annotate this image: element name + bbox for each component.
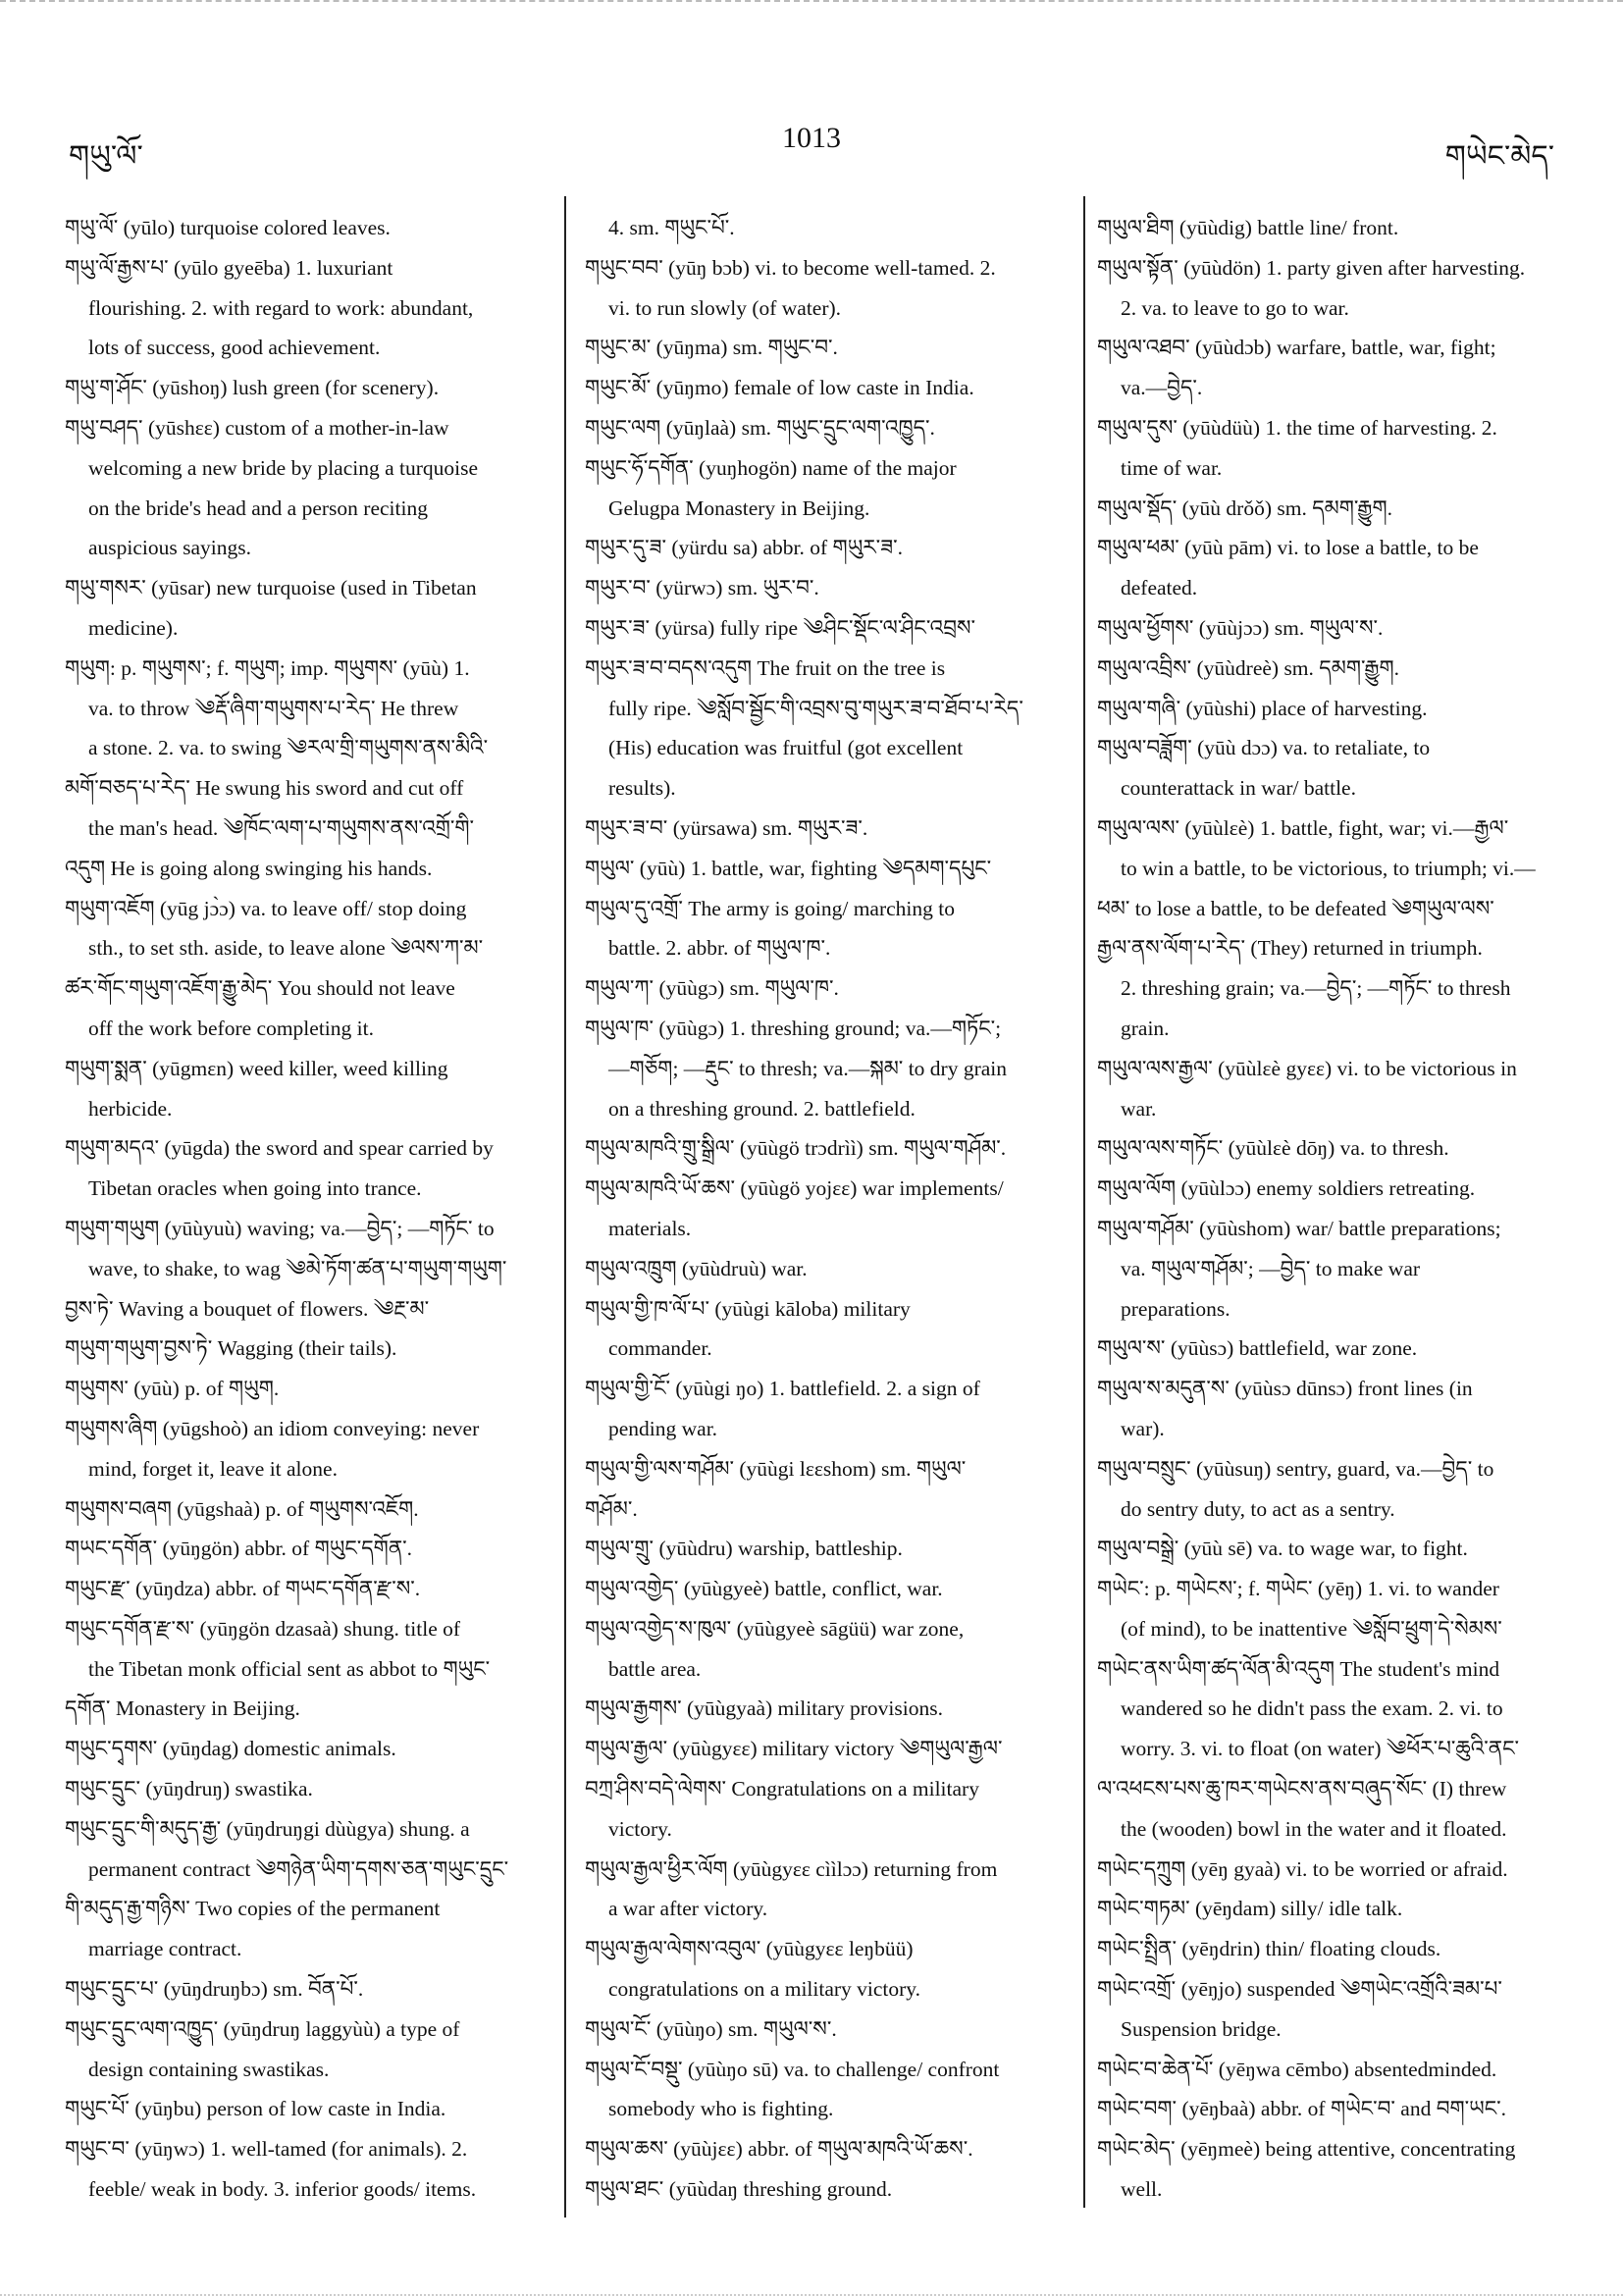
dictionary-column-2 <box>585 208 1070 2210</box>
column-divider-right <box>1083 196 1085 2208</box>
entry-line: the man's head. ༄ཁོང་ལག་པ་གཡུགས་ནས་འགྲོ་གི་ <box>88 815 475 840</box>
page-number: 1013 <box>782 122 841 154</box>
entry-line: on a threshing ground. 2. battlefield. <box>608 1096 916 1121</box>
entry-line: གཡུལ་ལས་ (yūùlεè) 1. battle, fight, war; vi.—རྒྱལ་ <box>1097 815 1509 840</box>
entry-line: གཡུལ་རྒྱགས་ (yūùgyaà) military provisions. <box>585 1696 943 1721</box>
entry-line: sth., to set sth. aside, to leave alone ༄ལས་ཀ་མ་ <box>88 936 484 961</box>
entry-line: Suspension bridge. <box>1121 2016 1282 2041</box>
entry-line: well. <box>1121 2177 1163 2202</box>
entry-line: marriage contract. <box>88 1937 242 1961</box>
entry-line: གཤོམ་. <box>585 1496 638 1521</box>
entry-line: གཡུང་བབ་ (yūŋ bɔb) vi. to become well-tamed. 2. <box>585 255 996 280</box>
entry-line: རྒྱལ་ནས་ལོག་པ་རེད་ (They) returned in triumph. <box>1097 936 1483 961</box>
entry-line: གཡུལ་མཁའི་གྲུ་སྒྲིལ་ (yūùgö trɔdrìì) sm. གཡུལ་གཤོམ་. <box>585 1136 1007 1161</box>
entry-line: གཡུལ་གཞི་ (yūùshi) place of harvesting. <box>1097 696 1428 720</box>
entry-line: preparations. <box>1121 1296 1230 1321</box>
entry-line: the Tibetan monk official sent as abbot to གཡུང་ <box>88 1656 491 1681</box>
entry-line: a war after victory. <box>608 1897 768 1921</box>
entry-line: ཕམ་ to lose a battle, to be defeated ༄གཡུལ་ལས་ <box>1097 896 1494 920</box>
entry-line: results). <box>608 776 676 801</box>
entry-line: —གཅོག; —རྡུང་ to thresh; va.—སྐམ་ to dry grain <box>608 1056 1008 1080</box>
entry-line: 2. threshing grain; va.—བྱེད་; —གཏོང་ to thresh <box>1121 976 1511 1001</box>
entry-line: གཡེང་གཏམ་ (yēŋdam) silly/ idle talk. <box>1097 1897 1403 1921</box>
entry-line: to win a battle, to be victorious, to triumph; vi.— <box>1121 856 1536 880</box>
entry-line: གཡུང་དྲུང་ལག་འཁྱུད་ (yūŋdruŋ laggyùù) a type of <box>65 2016 460 2041</box>
entry-line: auspicious sayings. <box>88 536 252 560</box>
entry-line: གཡེང་མེད་ (yēŋmeè) being attentive, concentrating <box>1097 2137 1516 2162</box>
entry-line: གཡུལ་སྟོན་ (yūùdön) 1. party given after harvesting. <box>1097 255 1526 280</box>
entry-line: feeble/ weak in body. 3. inferior goods/ items. <box>88 2177 477 2202</box>
entry-line: གཡུང་རྫ་ (yūŋdza) abbr. of གཡང་དགོན་རྫ་ས་. <box>65 1577 421 1601</box>
entry-line: war. <box>1121 1096 1157 1121</box>
entry-line: va. to throw ༄རྡོ་ཞིག་གཡུགས་པ་རེད་ He threw <box>88 696 459 720</box>
entry-line: གཡུ་ག་ཤོང་ (yūshoŋ) lush green (for scenery). <box>65 376 440 400</box>
entry-line: གཡུག་གཡུག་བྱས་ཏེ་ Wagging (their tails). <box>65 1336 397 1361</box>
dictionary-column-3 <box>1097 208 1578 2210</box>
entry-line: congratulations on a military victory. <box>608 1977 921 2002</box>
entry-line: wave, to shake, to wag ༄མེ་ཏོག་ཚན་པ་གཡུག་གཡུག་ <box>88 1256 507 1280</box>
entry-line: གཡུལ་ས་མདུན་ས་ (yūùsɔ dūnsɔ) front lines (in <box>1097 1377 1473 1401</box>
entry-line: Gelugpa Monastery in Beijing. <box>608 496 870 520</box>
entry-line: གཡེང་དཀྲུག (yēŋ gyaà) vi. to be worried or afraid. <box>1097 1856 1508 1881</box>
entry-line: གཡུག་མདའ་ (yūgda) the sword and spear carried by <box>65 1136 494 1161</box>
entry-line: གཡུལ་གྱི་ངོ་ (yūùgi ŋo) 1. battlefield. 2. a sign of <box>585 1377 980 1401</box>
entry-line: victory. <box>608 1816 672 1841</box>
entry-line: 2. va. to leave to go to war. <box>1121 295 1349 320</box>
entry-line: གཡུགས་བཞག (yūgshaà) p. of གཡུགས་འཇོག. <box>65 1496 419 1521</box>
entry-line: གཡུང་བ་ (yūŋwɔ) 1. well-tamed (for animals). 2. <box>65 2137 468 2162</box>
entry-line: གཡུལ་བསྲུང་ (yūùsuŋ) sentry, guard, va.—བྱེད་ to <box>1097 1456 1494 1481</box>
entry-line: (of mind), to be inattentive ༄སློབ་ཕྲུག་དེ་སེམས་ <box>1121 1616 1502 1641</box>
entry-line: གཡུང་དྲུང་ (yūŋdruŋ) swastika. <box>65 1777 313 1801</box>
entry-line: གཡུང་མ་ (yūŋma) sm. གཡུང་བ་. <box>585 336 838 360</box>
entry-line: battle. 2. abbr. of གཡུལ་ཁ་. <box>608 936 831 961</box>
entry-line: གཡུལ་སྡོད་ (yūù drǒǒ) sm. དམག་རྒྱུག. <box>1097 496 1392 520</box>
entry-line: གཡུལ་ (yūù) 1. battle, war, fighting ༄དམག་དཔུང་ <box>585 856 992 880</box>
entry-line: vi. to run slowly (of water). <box>608 295 842 320</box>
entry-line: གཡུལ་རྒྱལ་ (yūùgyεε) military victory ༄གཡུལ་རྒྱལ་ <box>585 1737 1003 1761</box>
entry-line: va.—བྱེད་. <box>1121 376 1203 400</box>
entry-line: གཡུལ་ཁ་ (yūùgɔ) 1. threshing ground; va.—གཏོང་; <box>585 1016 1002 1040</box>
entry-line: གཡུལ་ངོ་བསྡུ་ (yūùŋo sū) va. to challenge/ confront <box>585 2057 1000 2081</box>
entry-line: བྱས་ཏེ་ Waving a bouquet of flowers. ༄རྔ་མ་ <box>65 1296 430 1321</box>
entry-line: the (wooden) bowl in the water and it floated. <box>1121 1816 1507 1841</box>
entry-line: གཡུལ་དུས་ (yūùdüù) 1. the time of harvesting. 2. <box>1097 415 1497 440</box>
entry-line: གཡུར་ཟ་བ་བདས་འདུག The fruit on the tree is <box>585 655 946 680</box>
entry-line: གཡེང་ནས་ཡིག་ཚད་ལོན་མི་འདུག The student's mind <box>1097 1656 1500 1681</box>
entry-line: གཡུགས་ (yūù) p. of གཡུག. <box>65 1377 280 1401</box>
entry-line: གཡུལ་དུ་འགྲོ་ The army is going/ marching to <box>585 896 955 920</box>
entry-line: མགོ་བཅད་པ་རེད་ He swung his sword and cut off <box>65 776 464 801</box>
entry-line: do sentry duty, to act as a sentry. <box>1121 1496 1395 1521</box>
entry-line: གཡུལ་ལས་གཏོང་ (yūùlεè dōŋ) va. to thresh. <box>1097 1136 1449 1161</box>
column-divider-left <box>564 196 566 2218</box>
entry-line: གཡུལ་རྒྱལ་ལེགས་འབུལ་ (yūùgyεε leŋbüü) <box>585 1937 914 1961</box>
entry-line: ལ་འཕངས་པས་ཆུ་ཁར་གཡེངས་ནས་བཞུད་སོང་ (I) threw <box>1097 1777 1507 1801</box>
entry-line: commander. <box>608 1336 712 1361</box>
entry-line: va. གཡུལ་གཤོམ་; —བྱེད་ to make war <box>1121 1256 1421 1280</box>
entry-line: welcoming a new bride by placing a turquoise <box>88 455 479 480</box>
entry-line: གཡུ་གསར་ (yūsar) new turquoise (used in Tibetan <box>65 576 477 600</box>
entry-line: on the bride's head and a person reciting <box>88 496 428 520</box>
entry-line: གཡུལ་ཕྱོགས་ (yūùjɔɔ) sm. གཡུལ་ས་. <box>1097 615 1384 640</box>
entry-line: གཡེང་བག་ (yēŋbaà) abbr. of གཡེང་བ་ and བག་ཡང་. <box>1097 2097 1507 2121</box>
entry-line: གཡུལ་ཀ་ (yūùgɔ) sm. གཡུལ་ཁ་. <box>585 976 839 1001</box>
entry-line: གཡུ་ལོ་རྒྱས་པ་ (yūlo gyeēba) 1. luxuriant <box>65 255 393 280</box>
entry-line: གཡུང་དྭགས་ (yūŋdag) domestic animals. <box>65 1737 396 1761</box>
entry-line: གཡུལ་གྱི་ལས་གཤོམ་ (yūùgi lεεshom) sm. གཡུལ་ <box>585 1456 967 1481</box>
entry-line: གཡུར་ཟ་ (yürsa) fully ripe ༄ཤིང་སྡོང་ལ་ཤིང་འབྲས་ <box>585 615 976 640</box>
entry-line: lots of success, good achievement. <box>88 336 381 360</box>
entry-line: གཡུལ་བསྒྲེ་ (yūù sē) va. to wage war, to fight. <box>1097 1537 1468 1561</box>
entry-line: གཡུལ་ངོ་ (yūùŋo) sm. གཡུལ་ས་. <box>585 2016 837 2041</box>
entry-line: (His) education was fruitful (got excellent <box>608 736 964 760</box>
entry-line: 4. sm. གཡུང་པོ་. <box>608 216 735 239</box>
entry-line: གཡུལ་ཐང་ (yūùdaŋ threshing ground. <box>585 2177 893 2202</box>
entry-line: གཡུལ་ས་ (yūùsɔ) battlefield, war zone. <box>1097 1336 1418 1361</box>
entry-line: flourishing. 2. with regard to work: abundant, <box>88 295 474 320</box>
entry-line: གཡུར་བ་ (yürwɔ) sm. ཡུར་བ་. <box>585 576 819 600</box>
entry-line: གཡུལ་ཕམ་ (yūù pām) vi. to lose a battle, to be <box>1097 536 1479 560</box>
entry-line: གཡུགས་ཞིག (yūgshoò) an idiom conveying: never <box>65 1416 480 1440</box>
entry-line: worry. 3. vi. to float (on water) ༄ཕོར་པ་ཆུའི་ནང་ <box>1121 1737 1520 1761</box>
entry-line: གཡུལ་མཁའི་ཡོ་ཆས་ (yūùgö yojεε) war implements/ <box>585 1176 1004 1201</box>
entry-line: wandered so he didn't pass the exam. 2. vi. to <box>1121 1696 1503 1721</box>
entry-line: ཚར་གོང་གཡུག་འཇོག་རྒྱུ་མེད་ You should not leave <box>65 976 455 1001</box>
entry-line: གི་མདུད་རྒྱ་གཉིས་ Two copies of the permanent <box>65 1897 441 1921</box>
entry-line: གཡུ་ལོ་ (yūlo) turquoise colored leaves. <box>65 216 391 239</box>
entry-line: གཡུལ་ཐིག (yūùdig) battle line/ front. <box>1097 216 1399 239</box>
entry-line: གཡུང་པོ་ (yūŋbu) person of low caste in India. <box>65 2097 446 2121</box>
entry-line: གཡེང་འགྲོ་ (yēŋjo) suspended ༄གཡེང་འགྲོའི་ཟམ་པ་ <box>1097 1977 1502 2002</box>
entry-line: གཡུང་མོ་ (yūŋmo) female of low caste in India. <box>585 376 974 400</box>
entry-line: གཡུང་དྲུང་གི་མདུད་རྒྱ་ (yūŋdruŋgi dùùgya) shung. a <box>65 1816 470 1841</box>
entry-line: medicine). <box>88 615 179 640</box>
entry-line: གཡུག་སྨན་ (yūgmεn) weed killer, weed killing <box>65 1056 448 1080</box>
entry-line: གཡུང་དགོན་རྫ་ས་ (yūŋgön dzasaà) shung. title of <box>65 1616 461 1641</box>
entry-line: གཡུ་བཤད་ (yūshεε) custom of a mother-in-law <box>65 415 449 440</box>
entry-line: གཡུར་དུ་ཟ་ (yürdu sa) abbr. of གཡུར་ཟ་. <box>585 536 903 560</box>
entry-line: གཡུག་གཡུག (yūùyuù) waving; va.—བྱེད་; —གཏོང་ to <box>65 1216 495 1240</box>
entry-line: དགོན་ Monastery in Beijing. <box>65 1696 300 1721</box>
entry-line: གཡུར་ཟ་བ་ (yürsawa) sm. གཡུར་ཟ་. <box>585 815 868 840</box>
entry-line: གཡུལ་འཐབ་ (yūùdɔb) warfare, battle, war, fight; <box>1097 336 1496 360</box>
dictionary-column-1 <box>65 208 544 2210</box>
entry-line: གཡུལ་བཟློག་ (yūù dɔɔ) va. to retaliate, to <box>1097 736 1431 760</box>
entry-line: གཡུལ་ལས་རྒྱལ་ (yūùlεè gyεε) vi. to be victorious in <box>1097 1056 1517 1080</box>
entry-line: གཡུང་ཧོ་དགོན་ (yuŋhogön) name of the major <box>585 455 957 480</box>
entry-line: fully ripe. ༄སློབ་སྦྱོང་གི་འབྲས་བུ་གཡུར་ཟ་བ་ཐོབ་པ་རེད་ <box>608 696 1023 720</box>
entry-line: Tibetan oracles when going into trance. <box>88 1176 422 1201</box>
scan-top-edge <box>0 0 1623 6</box>
entry-line: གཡུང་དྲུང་པ་ (yūŋdruŋbɔ) sm. བོན་པོ་. <box>65 1977 364 2002</box>
entry-line: གཡེང་སྤྲིན་ (yēŋdrin) thin/ floating clouds. <box>1097 1937 1441 1961</box>
entry-line: གཡང་དགོན་ (yūŋgön) abbr. of གཡུང་དགོན་. <box>65 1537 413 1561</box>
entry-line: གཡུག་འཇོག (yūg jɔ̀ɔ) va. to leave off/ stop doing <box>65 896 467 920</box>
scan-bottom-edge <box>0 2288 1623 2296</box>
entry-line: battle area. <box>608 1656 702 1681</box>
entry-line: materials. <box>608 1216 692 1240</box>
entry-line: གཡུལ་ཆས་ (yūùjεε) abbr. of གཡུལ་མཁའི་ཡོ་ཆས་. <box>585 2137 973 2162</box>
entry-line: defeated. <box>1121 576 1198 600</box>
entry-line: གཡུལ་འགྱེད་ (yūùgyeè) battle, conflict, war. <box>585 1577 943 1601</box>
entry-line: གཡུག: p. གཡུགས་; f. གཡུག; imp. གཡུགས་ (yūù) 1. <box>65 655 470 680</box>
entry-line: somebody who is fighting. <box>608 2097 834 2121</box>
entry-line: གཡེང་: p. གཡེངས་; f. གཡེང་ (yēŋ) 1. vi. to wander <box>1097 1577 1499 1601</box>
entry-line: གཡུལ་གྱི་ཁ་ལོ་པ་ (yūùgi kāloba) military <box>585 1296 911 1321</box>
entry-line: mind, forget it, leave it alone. <box>88 1456 338 1481</box>
running-head-right: གཡེང་མེད་ <box>1444 140 1554 173</box>
entry-line: གཡུལ་གྲུ་ (yūùdru) warship, battleship. <box>585 1537 903 1561</box>
entry-line: གཡུལ་གཤོམ་ (yūùshom) war/ battle preparations; <box>1097 1216 1501 1240</box>
entry-line: a stone. 2. va. to swing ༄རལ་གྲི་གཡུགས་ནས་མིའི་ <box>88 736 489 760</box>
entry-line: permanent contract ༄གཉེན་ཡིག་དགས་ཅན་གཡུང་དྲུང་ <box>88 1856 509 1881</box>
entry-line: གཡུལ་འཁྲུག (yūùdruù) war. <box>585 1256 808 1280</box>
entry-line: གཡུལ་འབྲིས་ (yūùdreè) sm. དམག་རྒྱུག. <box>1097 655 1400 680</box>
entry-line: གཡུལ་ལོག (yūùlɔɔ) enemy soldiers retreating. <box>1097 1176 1476 1201</box>
entry-line: war). <box>1121 1416 1165 1440</box>
entry-line: counterattack in war/ battle. <box>1121 776 1356 801</box>
entry-line: བཀྲ་ཤིས་བདེ་ལེགས་ Congratulations on a military <box>585 1777 979 1801</box>
entry-line: གཡེང་བ་ཆེན་པོ་ (yēŋwa cēmbo) absentedminded. <box>1097 2057 1497 2081</box>
entry-line: off the work before completing it. <box>88 1016 374 1040</box>
entry-line: གཡུལ་འགྱེད་ས་ཁུལ་ (yūùgyeè sāgüü) war zone, <box>585 1616 965 1641</box>
entry-line: གཡུང་ལག (yūŋlaà) sm. གཡུང་དྲུང་ལག་འཁྱུད་. <box>585 415 935 440</box>
entry-line: grain. <box>1121 1016 1170 1040</box>
entry-line: pending war. <box>608 1416 718 1440</box>
entry-line: གཡུལ་རྒྱལ་ཕྱིར་ལོག (yūùgyεε cììlɔɔ) returning from <box>585 1856 998 1881</box>
entry-line: time of war. <box>1121 455 1223 480</box>
entry-line: འདུག He is going along swinging his hands. <box>65 856 433 880</box>
entry-line: design containing swastikas. <box>88 2057 330 2081</box>
entry-line: herbicide. <box>88 1096 173 1121</box>
running-head-left: གཡུ་ལོ་ <box>69 140 143 173</box>
